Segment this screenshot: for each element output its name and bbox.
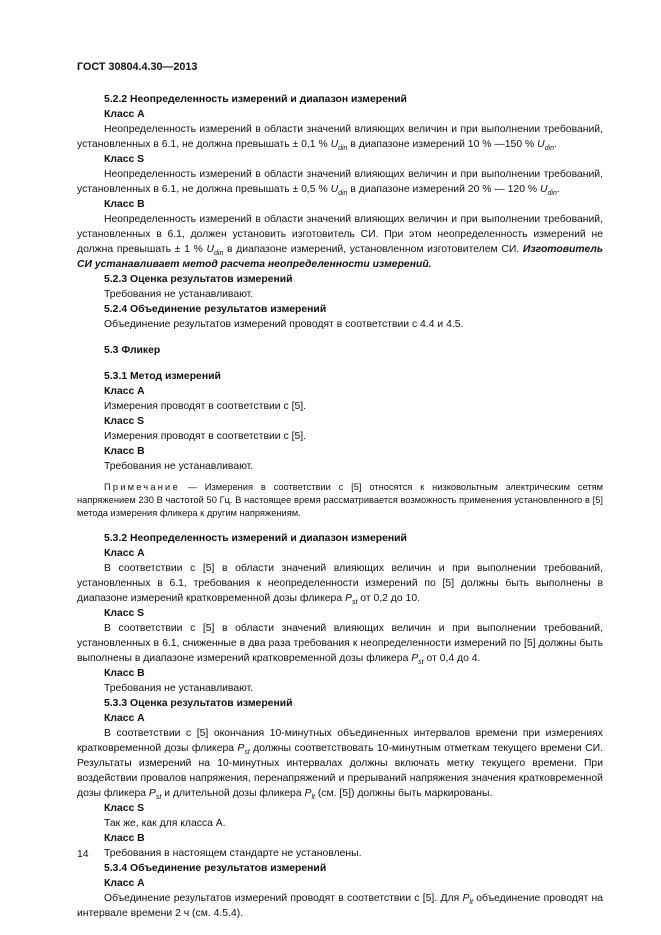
paragraph: Так же, как для класса А. <box>104 818 226 829</box>
paragraph: Требования не устанавливают. <box>104 461 254 472</box>
section-title: 5.2.2 Неопределенность измерений и диапазон измерений <box>104 94 407 105</box>
paragraph: В соответствии с [5] в области значений влияющих величин и при выполнении требований, установленных в 6.1, сниженные в два раза требования к неопределенности измерений по [5] должны быть выполнены в диапазоне измерений кратковременной дозы фликера $P_{st}$ от 0,4 до 4. <box>77 623 603 667</box>
section-title: 5.3 Фликер <box>104 345 161 356</box>
class-label: Класс В <box>104 668 145 679</box>
class-label: Класс А <box>104 386 145 397</box>
class-label: Класс В <box>104 446 145 457</box>
class-label: Класс В <box>104 199 145 210</box>
paragraph: В соответствии с [5] окончания 10-минутных объединенных интервалов времени при измерениях кратковременной дозы фликера $P_{st}$ должны соответствовать 10-минутным отметкам текущего времени СИ. Результаты измерений на 10-минутных интервалах должны включать метку текущего времени. При воздействии провалов напряжения, перенапряжений и прерываний напряжения значения кратковременной дозы фликера $P_{st}$ и длительной дозы фликера $P_{lt}$ (см. [5]) должны быть маркированы. <box>77 728 603 802</box>
paragraph: Требования не устанавливают. <box>104 289 254 300</box>
paragraph: Требования не устанавливают. <box>104 683 254 694</box>
document-body <box>77 92 603 921</box>
paragraph: Требования в настоящем стандарте не установлены. <box>104 848 362 859</box>
section-title: 5.3.1 Метод измерений <box>104 371 221 382</box>
paragraph: Объединение результатов измерений проводят в соответствии с 4.4 и 4.5. <box>104 319 464 330</box>
class-label: Класс В <box>104 833 145 844</box>
paragraph: Измерения проводят в соответствии с [5]. <box>104 431 307 442</box>
class-label: Класс А <box>104 548 145 559</box>
document-header: ГОСТ 30804.4.30—2013 <box>77 61 198 73</box>
class-label: Класс S <box>104 803 145 814</box>
paragraph: Неопределенность измерений в области значений влияющих величин и при выполнении требований, установленных в 6.1, не должна превышать ± 0,1 % $U_{din}$ в диапазоне измерений 10 % —150 % $U_{din}$. <box>77 124 603 153</box>
paragraph: Измерения проводят в соответствии с [5]. <box>104 401 307 412</box>
paragraph: Объединение результатов измерений проводят в соответствии с [5]. Для $P_{lt}$ объединение проводят на интервале времени 2 ч (см. 4.5.4). <box>77 893 603 919</box>
class-label: Класс S <box>104 154 145 165</box>
class-label: Класс S <box>104 416 145 427</box>
paragraph: Неопределенность измерений в области значений влияющих величин и при выполнении требований, установленных в 6.1, не должна превышать ± 0,5 % $U_{din}$ в диапазоне измерений 20 % — 120 % $U_{din}$. <box>77 169 603 198</box>
class-label: Класс А <box>104 713 145 724</box>
paragraph: Неопределенность измерений в области значений влияющих величин и при выполнении требований, установленных в 6.1, должен установить изготовитель СИ. При этом неопределенность измерений не должна превышать ± 1 % $U_{din}$ в диапазоне измерений, установленном изготовителем СИ. Изготовитель СИ устанавливает метод расчета неопределенности измерений. <box>77 214 604 270</box>
class-label: Класс S <box>104 608 145 619</box>
section-title: 5.3.3 Оценка результатов измерений <box>104 698 293 709</box>
class-label: Класс А <box>104 878 145 889</box>
class-label: Класс А <box>104 109 145 120</box>
section-title: 5.3.4 Объединение результатов измерений <box>104 863 327 874</box>
page-number: 14 <box>77 849 89 860</box>
section-title: 5.2.3 Оценка результатов измерений <box>104 274 293 285</box>
note: Примечание — Измерения в соответствии с [5] относятся к низковольтным электрическим сетям напряжением 230 В частотой 50 Гц. В настоящее время рассматривается возможность применения установленного в [5] метода измерения фликера к другим напряжениям. <box>77 482 603 518</box>
section-title: 5.2.4 Объединение результатов измерений <box>104 304 327 315</box>
section-title: 5.3.2 Неопределенность измерений и диапазон измерений <box>104 533 407 544</box>
paragraph: В соответствии с [5] в области значений влияющих величин и при выполнении требований, установленных в 6.1, требования к неопределенности измерений по [5] должны быть выполнены в диапазоне измерений кратковременной дозы фликера $P_{st}$ от 0,2 до 10. <box>77 563 603 607</box>
